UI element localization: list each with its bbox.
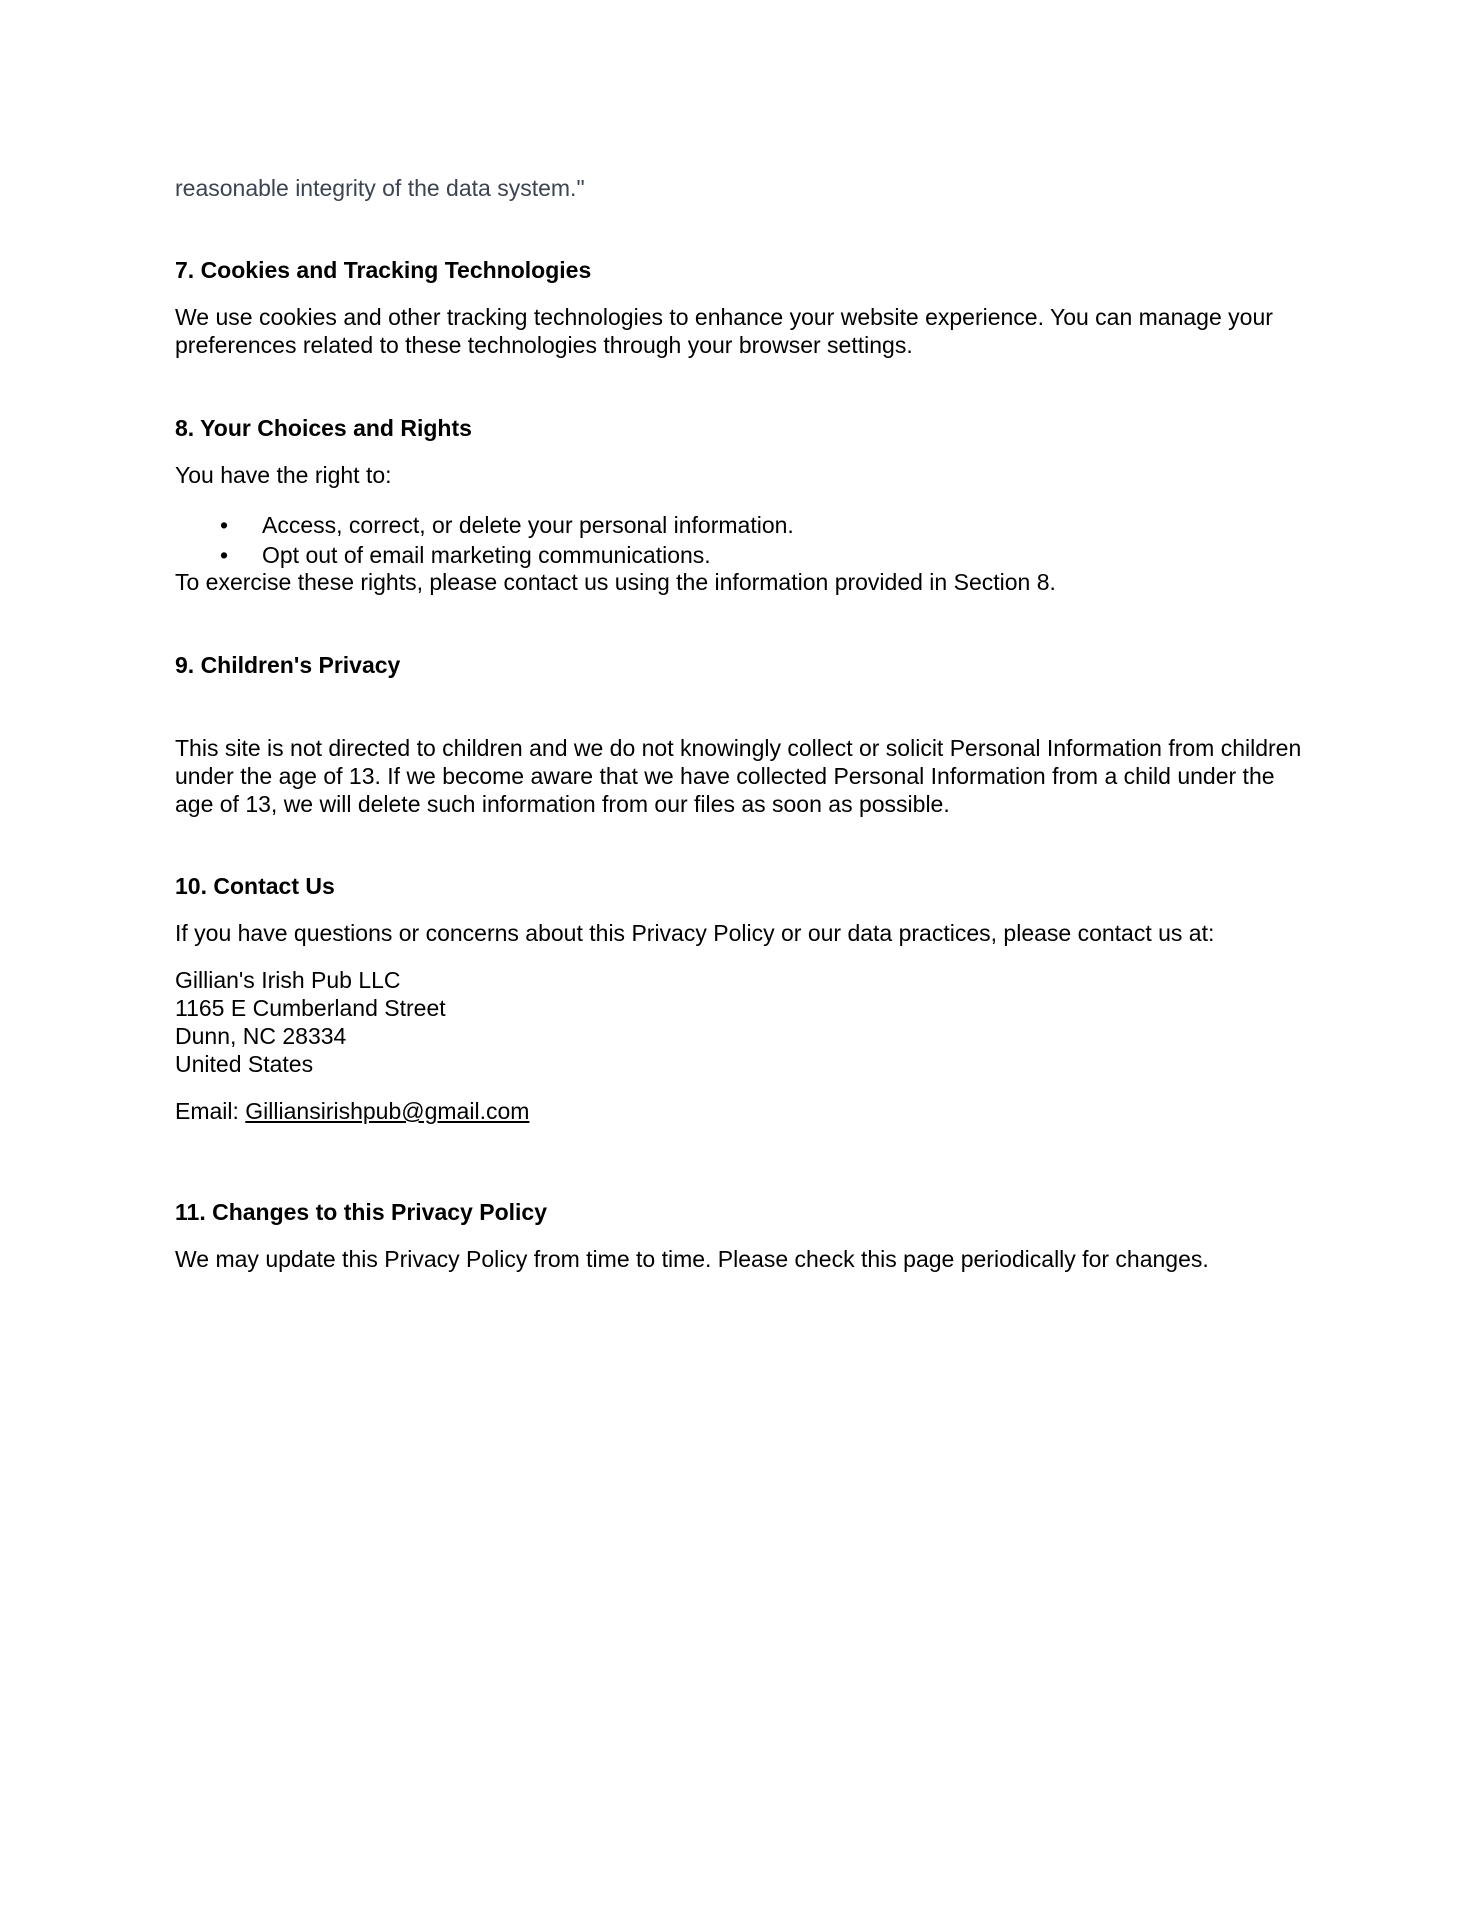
section-10-lead: If you have questions or concerns about this Privacy Policy or our data practices, please contact us at: (175, 920, 1215, 946)
section-10-heading: 10. Contact Us (175, 873, 335, 899)
bullet-icon: • (220, 512, 229, 538)
email-link[interactable]: Gilliansirishpub@gmail.com (245, 1098, 530, 1124)
address-line-country: United States (175, 1051, 314, 1077)
section-9-heading: 9. Children's Privacy (175, 652, 401, 678)
section-7-line-2: preferences related to these technologies through your browser settings. (175, 332, 913, 358)
section-9-line-2: under the age of 13. If we become aware that we have collected Personal Information from a child under the (175, 763, 1275, 789)
section-8-lead: You have the right to: (175, 462, 392, 488)
bullet-icon: • (220, 542, 229, 568)
section-11-line-1: We may update this Privacy Policy from time to time. Please check this page periodically for changes. (175, 1246, 1209, 1272)
email-line (175, 1097, 529, 1125)
list-item-text: Opt out of email marketing communications. (262, 542, 711, 568)
section-9-line-1: This site is not directed to children and we do not knowingly collect or solicit Personal Information from children (175, 735, 1302, 761)
address-line-company: Gillian's Irish Pub LLC (175, 967, 401, 993)
section-11-heading: 11. Changes to this Privacy Policy (175, 1199, 547, 1225)
email-label: Email: (175, 1098, 246, 1124)
section-8-heading: 8. Your Choices and Rights (175, 415, 472, 441)
section-8-closing: To exercise these rights, please contact us using the information provided in Section 8. (175, 569, 1056, 595)
section-7-heading: 7. Cookies and Tracking Technologies (175, 257, 592, 283)
list-item-text: Access, correct, or delete your personal information. (262, 512, 794, 538)
section-9-line-3: age of 13, we will delete such information from our files as soon as possible. (175, 791, 950, 817)
address-line-city: Dunn, NC 28334 (175, 1023, 347, 1049)
address-line-street: 1165 E Cumberland Street (175, 995, 446, 1021)
section-7-line-1: We use cookies and other tracking technologies to enhance your website experience. You can manage your (175, 304, 1273, 330)
intro-tail-text: reasonable integrity of the data system." (175, 175, 585, 201)
